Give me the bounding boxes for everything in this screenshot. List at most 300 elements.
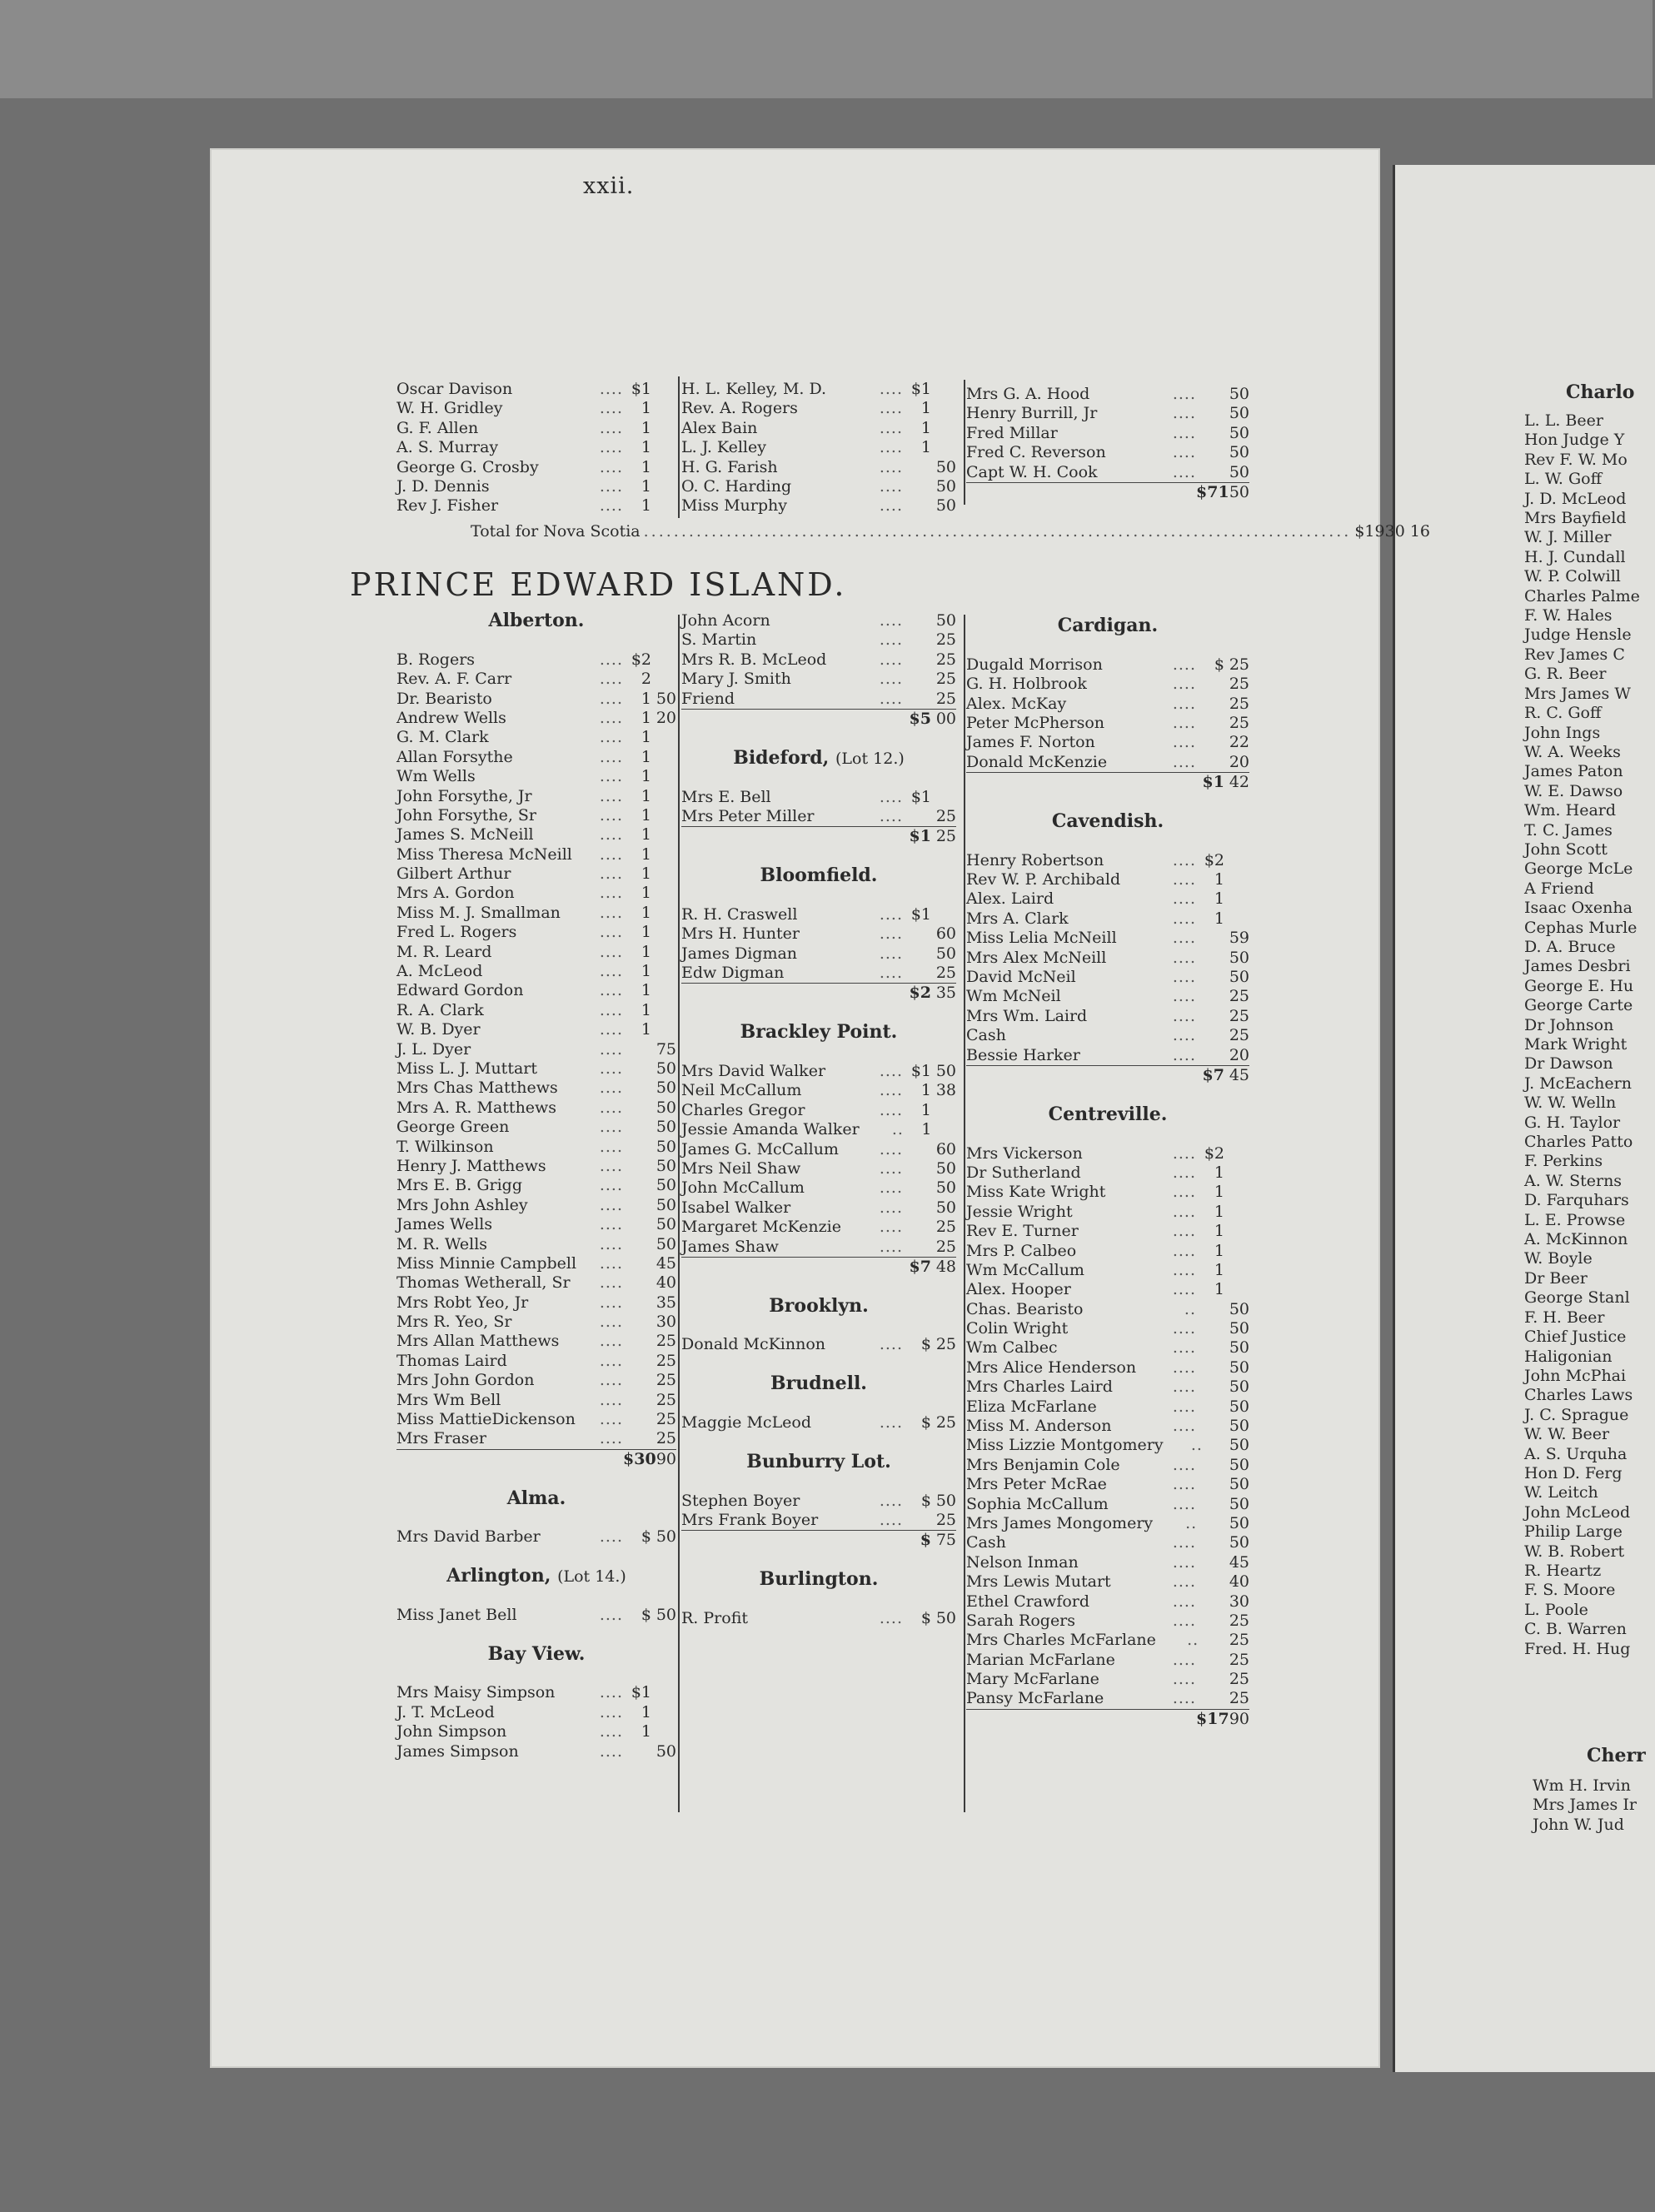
subscriber-name: Mrs H. Hunter: [681, 924, 800, 944]
leader-dots: ....: [1172, 1533, 1196, 1552]
subscriber-name: Nelson Inman: [966, 1552, 1079, 1572]
subscriber-entry: [681, 1062, 956, 1081]
amount-dollars: [903, 630, 931, 650]
subscriber-name: Rev E. Turner: [966, 1222, 1079, 1241]
subscriber-entry: [396, 709, 676, 728]
amount-cents: [931, 1101, 956, 1120]
leader-dots: ....: [1172, 1006, 1196, 1025]
amount-cents: [651, 438, 676, 457]
amount-dollars: 1: [920, 418, 931, 437]
leader-dots: ....: [879, 611, 903, 630]
amount-cents: 60: [935, 924, 956, 944]
amount-dollars: [1196, 968, 1224, 987]
district-total: [966, 772, 1249, 792]
subscriber-name: Mrs E. B. Grigg: [396, 1176, 522, 1195]
leader-dots: ....: [1172, 694, 1196, 713]
subscriber-name: Stephen Boyer: [681, 1491, 800, 1510]
leader-dots: ....: [1172, 1280, 1196, 1299]
amount-dollars: 1: [641, 708, 651, 727]
leader-dots: ..............................................................................................: [643, 522, 1352, 541]
amount-dollars: 1: [920, 1081, 931, 1100]
subscriber-name: Mrs A. R. Matthews: [396, 1098, 557, 1117]
amount-cents: 50: [656, 1137, 676, 1156]
subscriber-entry: [966, 1456, 1249, 1475]
amount-cents: 50: [935, 457, 956, 476]
leader-dots: ....: [879, 1061, 903, 1080]
subscriber-entry: [681, 380, 956, 399]
subscriber-entry: [396, 1273, 676, 1293]
amount-cents: [651, 670, 676, 689]
amount-dollars: [623, 1040, 651, 1059]
total-cents: 25: [935, 827, 956, 846]
total-label: Total for Nova Scotia: [471, 522, 641, 541]
total-dollars: $30: [623, 1449, 656, 1468]
amount-dollars: [1196, 1475, 1224, 1494]
leader-dots: ..: [1190, 1436, 1203, 1455]
amount-cents: 50: [656, 1527, 676, 1547]
subscriber-name: Eliza McFarlane: [966, 1397, 1097, 1416]
district-heading: Brudnell.: [770, 1373, 867, 1395]
amount-cents: 25: [935, 1510, 956, 1529]
subscriber-name: Miss MattieDickenson: [396, 1410, 576, 1429]
spacer: [681, 1590, 956, 1609]
subscriber-name: J. D. Dennis: [396, 476, 490, 496]
next-page-name: C. B. Warren: [1524, 1620, 1627, 1639]
subscriber-entry: [681, 438, 956, 457]
district-lot: (Lot 14.): [557, 1567, 626, 1587]
leader-dots: ....: [1172, 443, 1196, 462]
spacer: [681, 885, 956, 904]
amount-dollars: [623, 1332, 651, 1351]
subscriber-name: Mrs G. A. Hood: [966, 385, 1090, 403]
spacer: [396, 630, 676, 650]
spacer: [396, 1664, 676, 1683]
leader-dots: ....: [879, 457, 903, 476]
amount-dollars: $1: [910, 1061, 931, 1080]
subscriber-name: Mrs Robt Yeo, Jr: [396, 1293, 529, 1312]
leader-dots: ....: [1172, 385, 1196, 403]
total-cents: 42: [1229, 773, 1249, 792]
leader-dots: ....: [599, 457, 623, 476]
amount-cents: 50: [656, 1156, 676, 1175]
amount-cents: 25: [1229, 1670, 1249, 1689]
amount-dollars: 1: [641, 418, 651, 437]
subscriber-entry: [396, 1722, 676, 1741]
leader-dots: ....: [599, 1351, 623, 1370]
subscriber-entry: [396, 981, 676, 1000]
amount-cents: 25: [656, 1390, 676, 1409]
subscriber-entry: [681, 788, 956, 807]
amount-dollars: $1: [910, 904, 931, 924]
total-cents: 50: [1229, 482, 1249, 501]
district-heading: Brackley Point.: [740, 1021, 898, 1044]
subscriber-entry: [396, 1196, 676, 1215]
amount-cents: [651, 787, 676, 806]
next-page-name: Chief Justice: [1524, 1328, 1627, 1347]
subscriber-name: Miss Lizzie Montgomery: [966, 1436, 1164, 1455]
subscriber-name: Mrs Peter McRae: [966, 1475, 1107, 1494]
next-page-name: Dr Beer: [1524, 1268, 1588, 1288]
amount-dollars: [623, 1429, 651, 1448]
subscriber-name: M. R. Leard: [396, 942, 492, 961]
total-dollars: $1: [909, 827, 931, 846]
subscriber-name: Alex. Hooper: [966, 1280, 1071, 1299]
subscriber-entry: [681, 399, 956, 418]
district-heading: Arlington, (Lot 14.): [446, 1565, 626, 1587]
subscriber-entry: [681, 924, 956, 944]
amount-cents: 25: [935, 670, 956, 689]
subscriber-name: Marian McFarlane: [966, 1650, 1115, 1669]
next-page-name: F. H. Beer: [1524, 1308, 1605, 1327]
nova-scotia-column-2: [681, 380, 956, 516]
amount-cents: 50: [935, 1158, 956, 1178]
leader-dots: ....: [1172, 968, 1196, 987]
amount-dollars: 1: [641, 825, 651, 844]
leader-dots: ....: [1172, 1222, 1196, 1241]
subscriber-entry: [396, 1157, 676, 1176]
amount-cents: 40: [1229, 1572, 1249, 1592]
amount-cents: 50: [1229, 385, 1249, 403]
amount-cents: [1224, 870, 1249, 889]
amount-cents: [651, 1703, 676, 1722]
next-page-name: W. Leitch: [1524, 1483, 1598, 1502]
amount-cents: [651, 806, 676, 825]
subscriber-name: Sarah Rogers: [966, 1611, 1076, 1630]
amount-dollars: 1: [920, 1100, 931, 1119]
leader-dots: ....: [879, 1510, 903, 1529]
subscriber-entry: [396, 1352, 676, 1371]
subscriber-name: R. H. Craswell: [681, 904, 798, 924]
subscriber-entry: [396, 458, 676, 477]
subscriber-entry: [681, 1492, 956, 1511]
subscriber-entry: [966, 1689, 1249, 1708]
nova-scotia-total: [471, 522, 1431, 541]
spacer: [681, 847, 956, 866]
spacer: [396, 1469, 676, 1488]
amount-cents: 50: [935, 1608, 956, 1627]
subscriber-name: Friend: [681, 689, 735, 708]
leader-dots: ....: [879, 806, 903, 825]
leader-dots: ....: [1172, 1611, 1196, 1630]
subscriber-name: Peter McPherson: [966, 713, 1105, 732]
subscriber-entry: [966, 1300, 1249, 1319]
amount-dollars: [1196, 1300, 1224, 1319]
subscriber-name: David McNeil: [966, 968, 1076, 987]
amount-dollars: [903, 924, 931, 944]
leader-dots: ....: [599, 825, 623, 844]
amount-cents: 50: [656, 1234, 676, 1253]
amount-cents: 50: [1229, 968, 1249, 987]
subscriber-name: Allan Forsythe: [396, 747, 513, 766]
nova-scotia-column-3: [966, 385, 1249, 502]
amount-dollars: [623, 1371, 651, 1390]
amount-dollars: [623, 1118, 651, 1137]
subscriber-name: Mrs David Barber: [396, 1527, 541, 1547]
amount-cents: 60: [935, 1139, 956, 1158]
subscriber-entry: [966, 463, 1249, 482]
next-page-name: Mrs James W: [1524, 684, 1631, 703]
amount-dollars: 1: [641, 981, 651, 1000]
amount-dollars: [1196, 1651, 1224, 1670]
leader-dots: ....: [879, 904, 903, 924]
next-page-name: Mrs Bayfield: [1524, 509, 1627, 528]
leader-dots: ....: [1172, 675, 1196, 694]
subscriber-name: J. L. Dyer: [396, 1039, 471, 1059]
subscriber-name: Miss Janet Bell: [396, 1605, 517, 1624]
amount-dollars: 1: [920, 438, 931, 457]
amount-cents: 50: [656, 1059, 676, 1078]
amount-dollars: [1196, 695, 1224, 714]
amount-cents: [1224, 1144, 1249, 1163]
amount-dollars: [1196, 1417, 1224, 1436]
amount-dollars: [1196, 1456, 1224, 1475]
nova-scotia-column-1: [396, 380, 676, 516]
amount-dollars: [623, 1235, 651, 1254]
leader-dots: ....: [879, 1218, 903, 1237]
spacer: [396, 1547, 676, 1567]
subscriber-entry: [681, 1159, 956, 1178]
leader-dots: ....: [599, 981, 623, 1000]
amount-cents: [1224, 889, 1249, 909]
amount-cents: 25: [1229, 713, 1249, 732]
subscriber-entry: [966, 1572, 1249, 1592]
column-rule: [678, 615, 680, 1812]
leader-dots: ....: [879, 1178, 903, 1198]
subscriber-entry: [396, 748, 676, 767]
subscriber-name: Miss Theresa McNeill: [396, 844, 572, 864]
amount-cents: 45: [1229, 1552, 1249, 1572]
leader-dots: ....: [599, 1683, 623, 1702]
spacer: [966, 793, 1249, 812]
subscriber-entry: [681, 419, 956, 438]
amount-cents: 25: [935, 1413, 956, 1432]
next-page-name: A Friend: [1524, 879, 1594, 898]
next-page-name: John Ings: [1524, 723, 1601, 742]
amount-dollars: [1196, 1046, 1224, 1065]
leader-dots: ....: [599, 1176, 623, 1195]
amount-cents: [1224, 851, 1249, 870]
next-page-name: Wm. Heard: [1524, 801, 1617, 820]
amount-dollars: 1: [641, 864, 651, 884]
subscriber-entry: [681, 1120, 956, 1139]
amount-dollars: [1196, 1689, 1224, 1708]
subscriber-name: Miss Lelia McNeill: [966, 929, 1117, 948]
leader-dots: ....: [879, 964, 903, 983]
amount-cents: [651, 943, 676, 962]
subscriber-entry: [966, 655, 1249, 675]
spacer: [681, 768, 956, 787]
subscriber-name: Mrs David Walker: [681, 1061, 826, 1080]
district-total: [966, 482, 1249, 502]
leader-dots: ....: [1172, 850, 1196, 869]
next-page-name: John McPhai: [1524, 1366, 1627, 1385]
amount-cents: [651, 767, 676, 786]
subscriber-name: Dr Sutherland: [966, 1163, 1081, 1182]
next-page-name: D. A. Bruce: [1524, 937, 1616, 956]
amount-dollars: [903, 1159, 931, 1178]
amount-dollars: 1: [1214, 1163, 1224, 1182]
amount-dollars: [623, 1099, 651, 1118]
amount-dollars: $2: [631, 650, 651, 669]
subscriber-entry: [966, 1261, 1249, 1280]
amount-cents: 25: [1229, 1026, 1249, 1045]
leader-dots: ..: [1185, 1513, 1198, 1532]
subscriber-name: L. J. Kelley: [681, 438, 766, 457]
amount-dollars: 1: [641, 496, 651, 516]
next-page-name: W. E. Dawso: [1524, 781, 1623, 800]
district-heading: Bloomfield.: [760, 864, 878, 887]
leader-dots: ....: [599, 884, 623, 903]
amount-dollars: [1196, 385, 1224, 404]
leader-dots: ....: [1172, 1202, 1196, 1221]
amount-cents: 50: [1229, 1436, 1250, 1455]
scanner-margin: [0, 0, 1653, 98]
leader-dots: ....: [879, 1100, 903, 1119]
leader-dots: ....: [1172, 1026, 1196, 1045]
next-page-name: Judge Hensle: [1524, 625, 1632, 645]
amount-cents: [651, 981, 676, 1000]
next-page-name: F. W. Hales: [1524, 606, 1613, 625]
subscriber-entry: [966, 1222, 1249, 1241]
subscriber-name: Mrs R. Yeo, Sr: [396, 1313, 512, 1332]
total-dollars: $5: [909, 709, 931, 728]
subscriber-name: W. B. Dyer: [396, 1020, 481, 1039]
district-total: [681, 826, 956, 846]
subscriber-entry: [966, 929, 1249, 948]
subscriber-name: Capt W. H. Cook: [966, 462, 1098, 481]
subscriber-entry: [966, 385, 1249, 404]
amount-cents: [651, 728, 676, 747]
subscriber-entry: [966, 1046, 1249, 1065]
next-page-name: D. Farquhars: [1524, 1191, 1629, 1210]
subscriber-name: A. McLeod: [396, 962, 483, 981]
subscriber-entry: [681, 670, 956, 689]
amount-cents: [1224, 1163, 1249, 1183]
subscriber-entry: [681, 496, 956, 516]
spacer: [681, 1043, 956, 1062]
subscriber-name: Mrs Neil Shaw: [681, 1158, 801, 1178]
leader-dots: ....: [1172, 1338, 1196, 1358]
leader-dots: ....: [879, 787, 903, 806]
leader-dots: ....: [1172, 1397, 1196, 1416]
subscriber-name: Henry Burrill, Jr: [966, 404, 1098, 423]
next-page-name: Charles Patto: [1524, 1133, 1633, 1152]
spacer: [681, 1472, 956, 1491]
amount-dollars: [623, 1157, 651, 1176]
spacer: [966, 1124, 1249, 1143]
amount-cents: 25: [935, 964, 956, 983]
district-heading: Centreville.: [1048, 1103, 1168, 1125]
leader-dots: ....: [1172, 889, 1196, 909]
subscriber-name: Jessie Wright: [966, 1202, 1073, 1221]
subscriber-entry: [681, 944, 956, 964]
leader-dots: ....: [1172, 713, 1196, 732]
amount-dollars: [1196, 1026, 1224, 1045]
total-dollars: $7: [909, 1257, 931, 1276]
amount-dollars: [1196, 1319, 1224, 1338]
subscriber-name: Miss Murphy: [681, 496, 787, 516]
amount-dollars: [623, 1059, 651, 1079]
leader-dots: ....: [599, 844, 623, 864]
amount-dollars: [623, 1176, 651, 1195]
leader-dots: ....: [599, 864, 623, 884]
subscriber-entry: [396, 943, 676, 962]
subscriber-name: Dugald Morrison: [966, 655, 1103, 674]
amount-dollars: [903, 1140, 931, 1159]
subscriber-entry: [966, 1495, 1249, 1514]
subscriber-name: Mrs Charles McFarlane: [966, 1631, 1156, 1650]
subscriber-name: Mrs John Ashley: [396, 1195, 528, 1214]
leader-dots: ....: [599, 1039, 623, 1059]
district-total: [966, 1709, 1249, 1729]
subscriber-name: B. Rogers: [396, 650, 476, 669]
leader-dots: ....: [599, 1253, 623, 1273]
subscriber-name: Donald McKenzie: [966, 752, 1108, 771]
subscriber-name: A. S. Murray: [396, 438, 499, 457]
amount-dollars: [1196, 1553, 1224, 1572]
column-rule: [964, 615, 965, 1812]
amount-cents: 25: [656, 1351, 676, 1370]
subscriber-name: James G. McCallum: [681, 1139, 839, 1158]
leader-dots: ....: [1172, 948, 1196, 967]
district-heading: Burlington.: [759, 1568, 879, 1591]
subscriber-entry: [396, 1332, 676, 1351]
amount-cents: 50: [1229, 404, 1249, 423]
next-page-name: Rev James C: [1524, 645, 1625, 664]
amount-dollars: [1196, 1495, 1224, 1514]
amount-dollars: [903, 1178, 931, 1198]
subscriber-name: Thomas Laird: [396, 1351, 507, 1370]
amount-dollars: [1196, 1397, 1224, 1417]
subscriber-entry: [396, 728, 676, 747]
total-value: $1930 16: [1354, 522, 1431, 541]
next-page-name: F. Perkins: [1524, 1152, 1603, 1171]
subscriber-name: Dr. Bearisto: [396, 689, 492, 708]
leader-dots: ....: [599, 1527, 623, 1547]
amount-cents: 25: [935, 1335, 956, 1354]
subscriber-entry: [966, 1397, 1249, 1417]
amount-dollars: [903, 611, 931, 630]
subscriber-name: James Shaw: [681, 1237, 779, 1256]
amount-dollars: 1: [1214, 909, 1224, 928]
amount-dollars: [1196, 1358, 1224, 1378]
amount-dollars: 1: [641, 457, 651, 476]
next-page-name: George Stanl: [1524, 1288, 1630, 1308]
subscriber-entry: [396, 1099, 676, 1118]
amount-cents: 50: [656, 1605, 676, 1624]
amount-dollars: 1: [641, 767, 651, 786]
subscriber-entry: [681, 458, 956, 477]
subscriber-entry: [681, 1140, 956, 1159]
amount-dollars: [1196, 733, 1224, 752]
leader-dots: ....: [879, 630, 903, 650]
leader-dots: ....: [1172, 1143, 1196, 1163]
subscriber-entry: [396, 1235, 676, 1254]
amount-dollars: 1: [641, 1722, 651, 1741]
subscriber-entry: [396, 1020, 676, 1039]
total-cents: 35: [935, 984, 956, 1003]
subscriber-name: Henry J. Matthews: [396, 1156, 546, 1175]
amount-cents: 50: [656, 1741, 676, 1761]
amount-cents: 38: [935, 1081, 956, 1100]
amount-cents: [651, 748, 676, 767]
subscriber-entry: [966, 949, 1249, 968]
next-page-name: W. J. Miller: [1524, 528, 1612, 547]
amount-cents: 50: [656, 1118, 676, 1137]
spacer: [966, 831, 1249, 850]
subscriber-entry: [966, 1319, 1249, 1338]
subscriber-name: Colin Wright: [966, 1319, 1069, 1338]
